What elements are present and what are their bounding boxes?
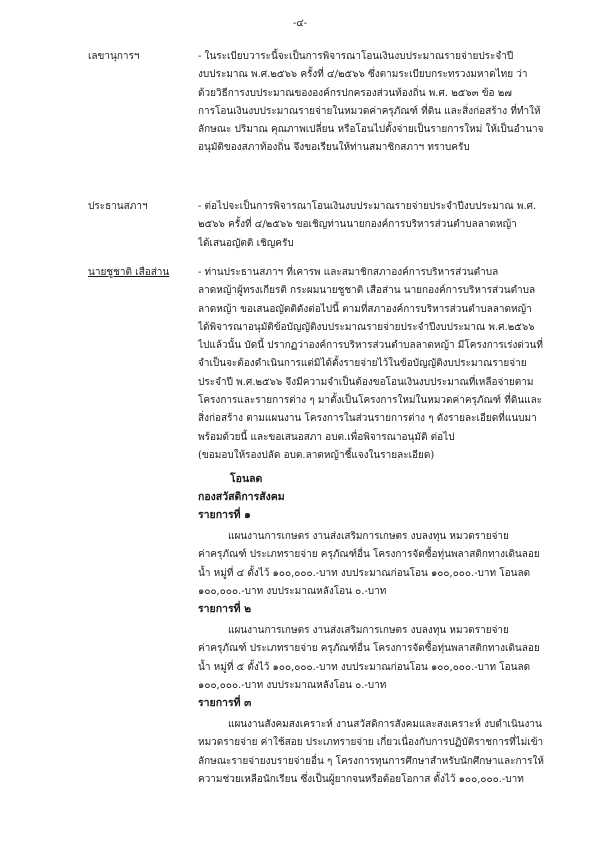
- item-label: รายการที่ ๓: [198, 697, 252, 709]
- page-number: -๔-: [292, 18, 308, 29]
- text-line: ๑๐๐,๐๐๐.-บาท งบประมาณหลังโอน ๐.-บาท: [198, 679, 387, 691]
- text-line: จำเป็นจะต้องดำเนินการแต่มิได้ตั้งรายจ่ายไว้ในข้อบัญญัติงบประมาณรายจ่าย: [198, 358, 527, 370]
- text-line: แผนงานการเกษตร งานส่งเสริมการเกษตร งบลงทุน หมวดรายจ่าย: [228, 531, 509, 542]
- speaker-label: เลขานุการฯ: [88, 51, 140, 62]
- text-line: ลาดหญ้าผู้ทรงเกียรติ กระผมนายชูชาติ เสือส่าน นายกองค์การบริหารส่วนตำบล: [198, 285, 536, 297]
- text-line: ๑๐๐,๐๐๐.-บาท งบประมาณหลังโอน ๐.-บาท: [198, 585, 387, 597]
- item-text: [198, 528, 558, 601]
- speaker-label: ประธานสภาฯ: [88, 201, 148, 212]
- text-line: หมวดรายจ่าย ค่าใช้สอย ประเภทรายจ่าย เกี่ยวเนื่องกับการปฏิบัติราชการที่ไม่เข้า: [198, 737, 544, 749]
- text-line: - ในระเบียบวาระนี้จะเป็นการพิจารณาโอนเงินงบประมาณรายจ่ายประจำปี: [198, 51, 514, 62]
- text-line: - ต่อไปจะเป็นการพิจารณาโอนเงินงบประมาณรายจ่ายประจำปีงบประมาณ พ.ศ.: [198, 201, 537, 212]
- text-line: ลักษณะ ปริมาณ คุณภาพเปลี่ยน หรือโอนไปตั้งจ่ายเป็นรายการใหม่ ให้เป็นอำนาจ: [198, 124, 544, 136]
- text-line: สิ่งก่อสร้าง ตามแผนงาน โครงการในส่วนรายการต่าง ๆ ดังรายละเอียดที่แนบมา: [198, 413, 537, 425]
- text-line: น้ำ หมู่ที่ ๕ ตั้งไว้ ๑๐๐,๐๐๐.-บาท งบประมาณก่อนโอน ๑๐๐,๐๐๐.-บาท โอนลด: [198, 661, 531, 673]
- item-label: รายการที่ ๒: [198, 603, 252, 615]
- text-line: ความช่วยเหลือนักเรียน ซึ่งเป็นผู้ยากจนหรือด้อยโอกาส ตั้งไว้ ๑๐๐,๐๐๐.-บาท: [198, 773, 524, 785]
- section-text: [198, 198, 558, 253]
- section-text: [198, 264, 558, 465]
- transfer-title: โอนลด: [230, 473, 263, 485]
- text-line: แผนงานการเกษตร งานส่งเสริมการเกษตร งบลงทุน หมวดรายจ่าย: [228, 625, 509, 636]
- item-label: รายการที่ ๑: [198, 509, 251, 521]
- text-line: อนุมัติของสภาท้องถิ่น จึงขอเรียนให้ท่านสมาชิกสภาฯ ทราบครับ: [198, 142, 470, 154]
- item-text: [198, 622, 558, 695]
- text-line: ไปแล้วนั้น บัดนี้ ปรากฏว่าองค์การบริหารส่วนตำบลลาดหญ้า มีโครงการเร่งด่วนที่: [198, 340, 543, 352]
- text-line: ค่าครุภัณฑ์ ประเภทรายจ่าย ครุภัณฑ์อื่น โครงการจัดซื้อทุ่นพลาสติกทางเดินลอย: [198, 643, 540, 655]
- text-line: ประจำปี พ.ศ.๒๕๖๖ จึงมีความจำเป็นต้องขอโอนเงินงบประมาณที่เหลือจ่ายตาม: [198, 376, 534, 388]
- department-heading: กองสวัสดิการสังคม: [198, 491, 285, 503]
- text-line: การโอนเงินงบประมาณรายจ่ายในหมวดค่าครุภัณฑ์ ที่ดิน และสิ่งก่อสร้าง ที่ทำให้: [198, 105, 541, 117]
- text-line: พร้อมด้วยนี้ และขอเสนอสภา อบต.เพื่อพิจารณาอนุมัติ ต่อไป: [198, 431, 455, 443]
- section-text: [198, 48, 558, 158]
- speaker-label: นายชูชาติ เสือส่าน: [88, 267, 170, 278]
- text-line: ค่าครุภัณฑ์ ประเภทรายจ่าย ครุภัณฑ์อื่น โครงการจัดซื้อทุ่นพลาสติกทางเดินลอย: [198, 549, 540, 561]
- text-line: น้ำ หมู่ที่ ๔ ตั้งไว้ ๑๐๐,๐๐๐.-บาท งบประมาณก่อนโอน ๑๐๐,๐๐๐.-บาท โอนลด: [198, 567, 531, 579]
- text-line: ลักษณะรายจ่ายงบรายจ่ายอื่น ๆ โครงการทุนการศึกษาสำหรับนักศึกษาและการให้: [198, 755, 545, 767]
- text-line: ได้เสนอญัตติ เชิญครับ: [198, 237, 294, 249]
- text-line: โครงการและรายการต่าง ๆ มาตั้งเป็นโครงการใหม่ในหมวดค่าครุภัณฑ์ ที่ดินและ: [198, 395, 543, 407]
- text-line: งบประมาณ พ.ศ.๒๕๖๖ ครั้งที่ ๔/๒๕๖๖ ซึ่งตามระเบียบกระทรวงมหาดไทย ว่า: [198, 69, 528, 81]
- item-text: [198, 716, 558, 789]
- text-line: ได้พิจารณาอนุมัติข้อบัญญัติงบประมาณรายจ่ายประจำปีงบประมาณ พ.ศ.๒๕๖๖: [198, 321, 535, 333]
- text-line: - ท่านประธานสภาฯ ที่เคารพ และสมาชิกสภาองค์การบริหารส่วนตำบล: [198, 267, 499, 278]
- text-line: ลาดหญ้า ขอเสนอญัตติดังต่อไปนี้ ตามที่สภาองค์การบริหารส่วนตำบลลาดหญ้า: [198, 303, 532, 315]
- text-line: แผนงานสังคมสงเคราะห์ งานสวัสดิการสังคมและสงเคราะห์ งบดำเนินงาน: [228, 719, 542, 730]
- text-line: ด้วยวิธีการงบประมาณขององค์กรปกครองส่วนท้องถิ่น พ.ศ. ๒๕๖๓ ข้อ ๒๗: [198, 87, 512, 99]
- text-line: ๒๕๖๖ ครั้งที่ ๔/๒๕๖๖ ขอเชิญท่านนายกองค์การบริหารส่วนตำบลลาดหญ้า: [198, 219, 517, 231]
- text-line: (ขอมอบให้รองปลัด อบต.ลาดหญ้าชี้แจงในรายละเอียด): [198, 449, 435, 461]
